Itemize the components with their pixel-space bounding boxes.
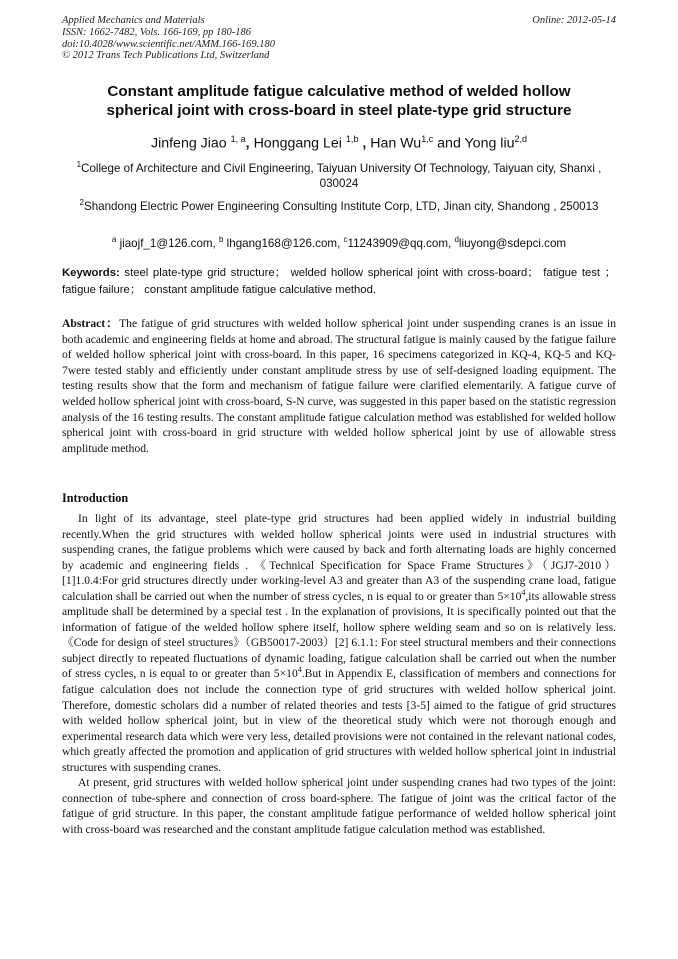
affiliation-1 [66, 157, 612, 191]
affiliation-number: 2 [79, 198, 84, 207]
introduction-body [62, 511, 616, 837]
issn-line: ISSN: 1662-7482, Vols. 166-169, pp 180-186 [62, 26, 251, 38]
abstract-section [62, 316, 616, 456]
paragraph-text: ,its allowable stress amplitude shall be determined by a special test . In the explanation of provisions, It is specifically pointed out that the information of fatigue of the welded hollow sphere itself, hollow sphere welding seam and so on is relatively less.《Code for design of steel structures》（GB50017-2003）[2] 6.1.1: For steel structural members and their connections subject directly to repeated fluctuations of dynamic loading, fatigue calculation shall be carried out when the number of stress cycles, n is equal to or greater than 5×10 [62, 589, 616, 681]
keywords-section [62, 265, 616, 299]
author-list [62, 130, 616, 153]
copyright-line: © 2012 Trans Tech Publications Ltd, Switzerland [62, 50, 270, 62]
author-separator: , [358, 135, 371, 152]
author-separator: , [245, 135, 254, 152]
author-sup: 1,c [421, 134, 434, 144]
email-marker: d [454, 235, 459, 244]
author-sup: 1,b [345, 134, 359, 144]
email-link[interactable]: jiaojf_1@126.com, [116, 236, 219, 250]
abstract-label: Abstract： [62, 317, 120, 330]
author-sup: 1, a [230, 134, 246, 144]
keywords-label: Keywords: [62, 267, 120, 279]
abstract-text: The fatigue of grid structures with welded hollow spherical joint under suspending cranes is an issue in both academic and engineering fields at home and abroad. The structural fatigue is mainly caused by the fatigue failure of welded hollow spherical joint with cross-board. In this paper, 16 specimens categorized in KQ-4, KQ-5 and KQ-7were tested stably and efficiently under constant amplitude stress by use of self-designed loading equipment. The testing results show that the form and mechanism of fatigue failure were clarified elementarily. A fatigue curve of welded hollow spherical joint with cross-board, S-N curve, was suggested in this paper based on the statistic regression analysis of the 16 testing results. The constant amplitude fatigue calculation method was established for welded hollow spherical joint with cross-board in grid structure with welded hollow spherical joint by use of allowable stress amplitude method. [62, 317, 617, 455]
affiliation-2 [66, 195, 612, 214]
journal-header [62, 15, 616, 62]
paper-title [62, 82, 616, 120]
author-name: Han Wu [370, 135, 422, 152]
author-emails [66, 232, 612, 251]
email-marker: a [111, 235, 117, 244]
doi-line: doi:10.4028/www.scientific.net/AMM.166-169.180 [62, 38, 275, 50]
affiliation-text: Shandong Electric Power Engineering Consulting Institute Corp, LTD, Jinan city, Shandong , 250013 [83, 199, 599, 213]
paragraph: At present, grid structures with welded hollow spherical joint under suspending cranes had two types of the joint: connection of tube-sphere and connection of cross board-sphere. The fatigue of joint was the critical factor of the fatigue of grid structure. In this paper, the constant amplitude fatigue performance of welded hollow spherical joint with cross-board was researched and the constant amplitude fatigue calculation method was established. [62, 776, 616, 836]
email-link[interactable]: 11243909@qq.com, [347, 236, 455, 250]
online-date: Online: 2012-05-14 [532, 15, 616, 26]
paragraph-text: In light of its advantage, steel plate-type grid structures had been applied widely in industrial building recently.When the grid structures with welded hollow spherical joints were used in industrial structures with suspending cranes, the fatigue problems which were caused by back and forth alternating loads are highly concerned by academic and engineering fields . 《Technical Specification for Space Frame Structures》（JGJ7-2010）[1]1.0.4:For grid structures directly under working-level A3 and greater than A3 of the suspending crane load, fatigue calculation shall be carried out when the number of stress cycles, n is equal to or greater than 5×10 [62, 512, 616, 603]
author-name: and Yong liu [433, 135, 515, 152]
author-name: Jinfeng Jiao [150, 135, 231, 152]
paragraph-text: .But in Appendix E, classification of members and connections for fatigue calculation does not include the connection type of grid structures with welded hollow spherical joint. Therefore, domestic scholars did a number of related theories and tests [3-5] aimed to the fatigue of grid structures with welded hollow spherical joint, but in view of the theoretical study which were not thorough enough and experimental research data which were very less, detailed provisions were not contained in the relevant national codes, which greatly affected the promotion and application of grid structures with welded hollow spherical joint in industrial structures with suspending cranes. [62, 667, 617, 774]
affiliation-number: 1 [76, 160, 82, 169]
author-name: Honggang Lei [253, 135, 346, 152]
superscript: 4 [521, 587, 526, 597]
title-line-2: spherical joint with cross-board in steel plate-type grid structure [106, 102, 572, 119]
email-link[interactable]: liuyong@sdepci.com [458, 236, 567, 250]
author-sup: 2,d [514, 134, 527, 144]
superscript: 4 [297, 665, 302, 675]
email-marker: b [219, 235, 224, 244]
introduction-heading: Introduction [62, 491, 129, 505]
keywords-text: steel plate-type grid structure； welded hollow spherical joint with cross-board； fatigue test ；fatigue failure； constant amplitude fatigue calculative method. [62, 267, 616, 296]
email-link[interactable]: lhgang168@126.com, [223, 236, 344, 250]
journal-name: Applied Mechanics and Materials [62, 15, 205, 26]
email-marker: c [343, 235, 348, 244]
paragraph [62, 511, 616, 775]
affiliation-text: College of Architecture and Civil Engineering, Taiyuan University Of Technology, Taiyuan city, Shanxi , 030024 [81, 161, 602, 190]
title-line-1: Constant amplitude fatigue calculative method of welded hollow [107, 83, 571, 100]
